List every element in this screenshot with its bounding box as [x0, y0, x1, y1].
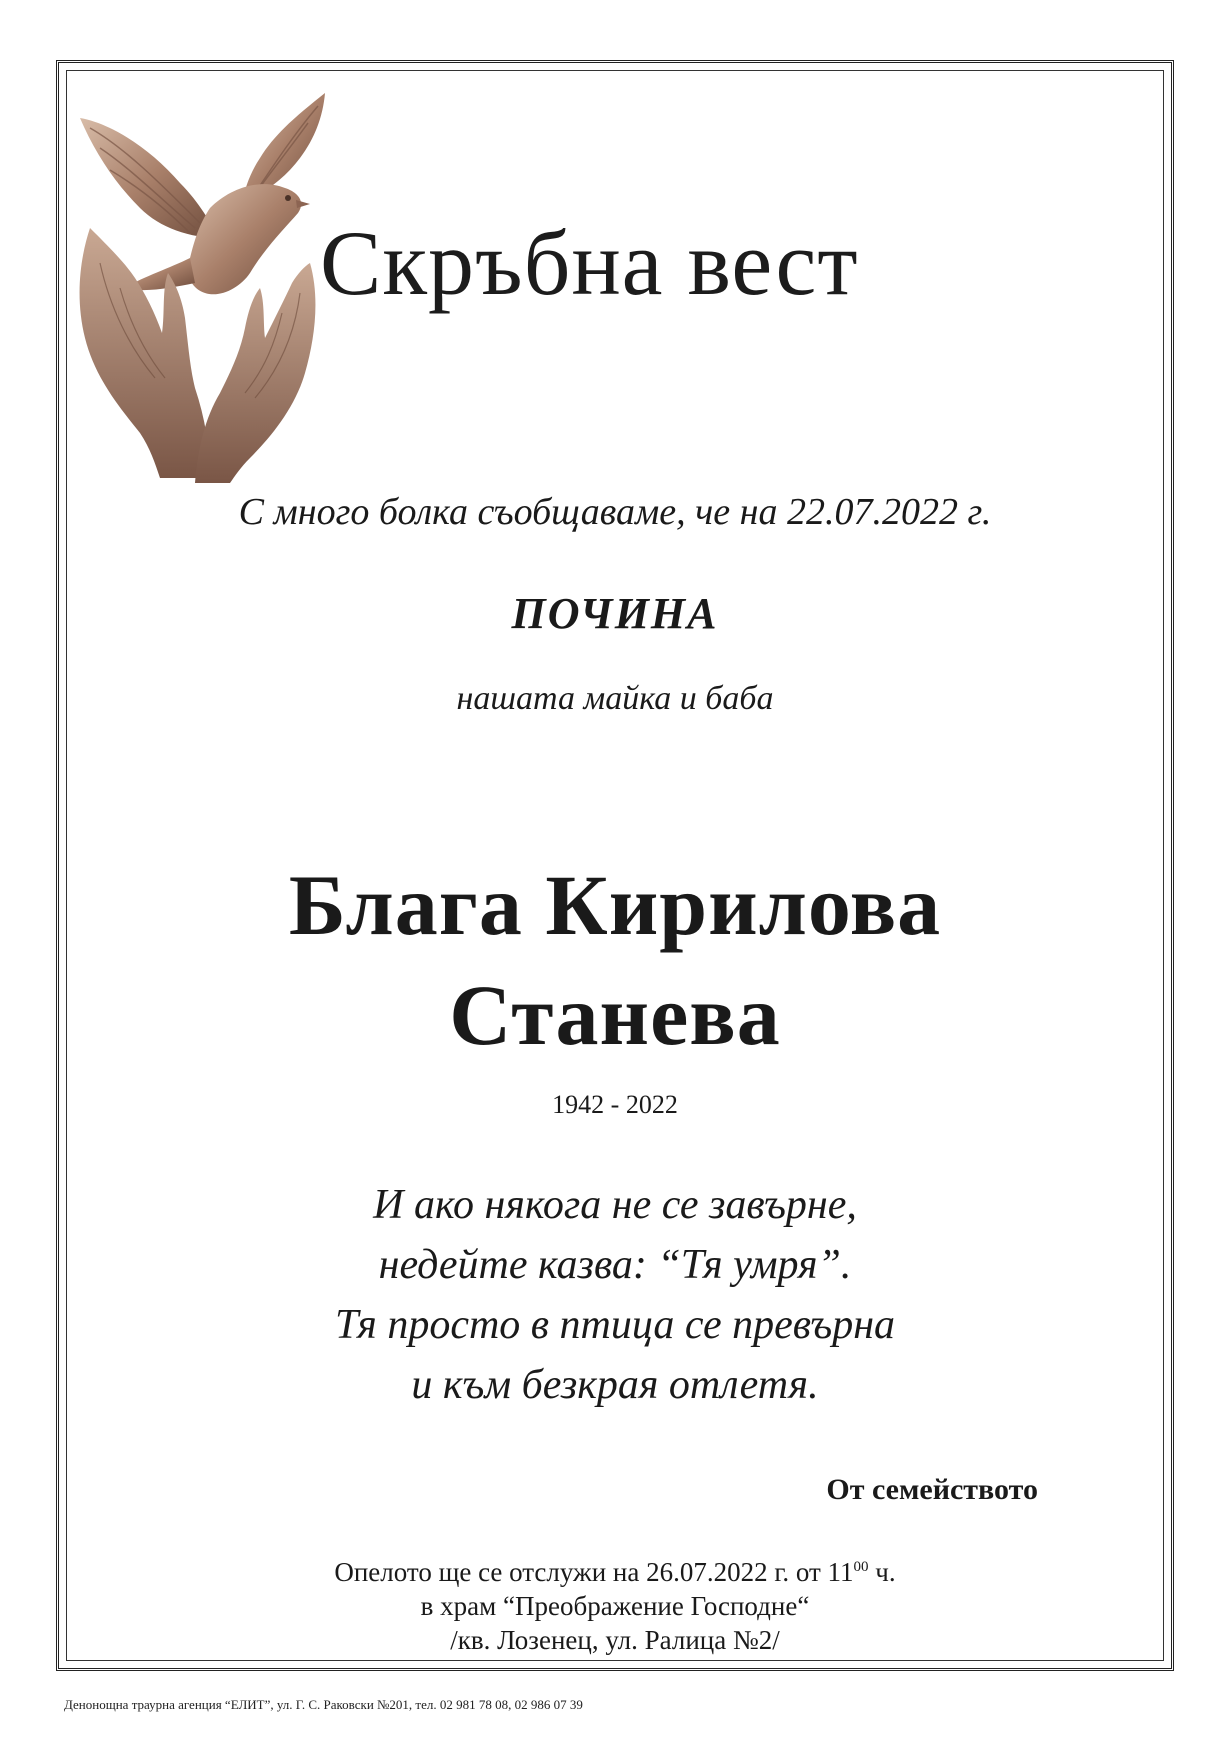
service-time-minutes: 00 — [853, 1559, 869, 1575]
relation-text: нашата майка и баба — [456, 680, 774, 717]
service-time-suffix: ч. — [868, 1557, 896, 1587]
passed-heading: ПОЧИНА — [511, 589, 719, 638]
dove-and-hands-icon — [70, 88, 350, 488]
verse-line: и към безкрая отлетя. — [411, 1362, 819, 1408]
service-date-text: Опелото ще се отслужи на 26.07.2022 г. от 11 — [334, 1557, 854, 1587]
memorial-verse — [0, 1175, 1230, 1415]
notice-title: Скръбна вест — [320, 212, 859, 314]
service-church-line: в храм “Преображение Господне“ — [420, 1591, 810, 1621]
funeral-service-info — [0, 1550, 1230, 1657]
family-signature: От семейството — [826, 1473, 1038, 1506]
life-years: 1942 - 2022 — [552, 1090, 678, 1119]
intro-text: С много болка съобщаваме, че на 22.07.2022 г. — [238, 491, 992, 533]
deceased-name-line2: Станева — [449, 967, 781, 1063]
verse-line: недейте казва: “Тя умря”. — [378, 1242, 852, 1288]
verse-line: Тя просто в птица се превърна — [334, 1302, 896, 1348]
service-date-line — [0, 1550, 1230, 1589]
agency-footer: Денонощна траурна агенция “ЕЛИТ”, ул. Г. С. Раковски №201, тел. 02 981 78 08, 02 986 07 39 — [64, 1697, 583, 1712]
verse-line: И ако някога не се завърне, — [373, 1182, 857, 1228]
service-address-line: /кв. Лозенец, ул. Ралица №2/ — [450, 1625, 780, 1655]
deceased-name-line1: Блага Кирилова — [288, 857, 942, 953]
